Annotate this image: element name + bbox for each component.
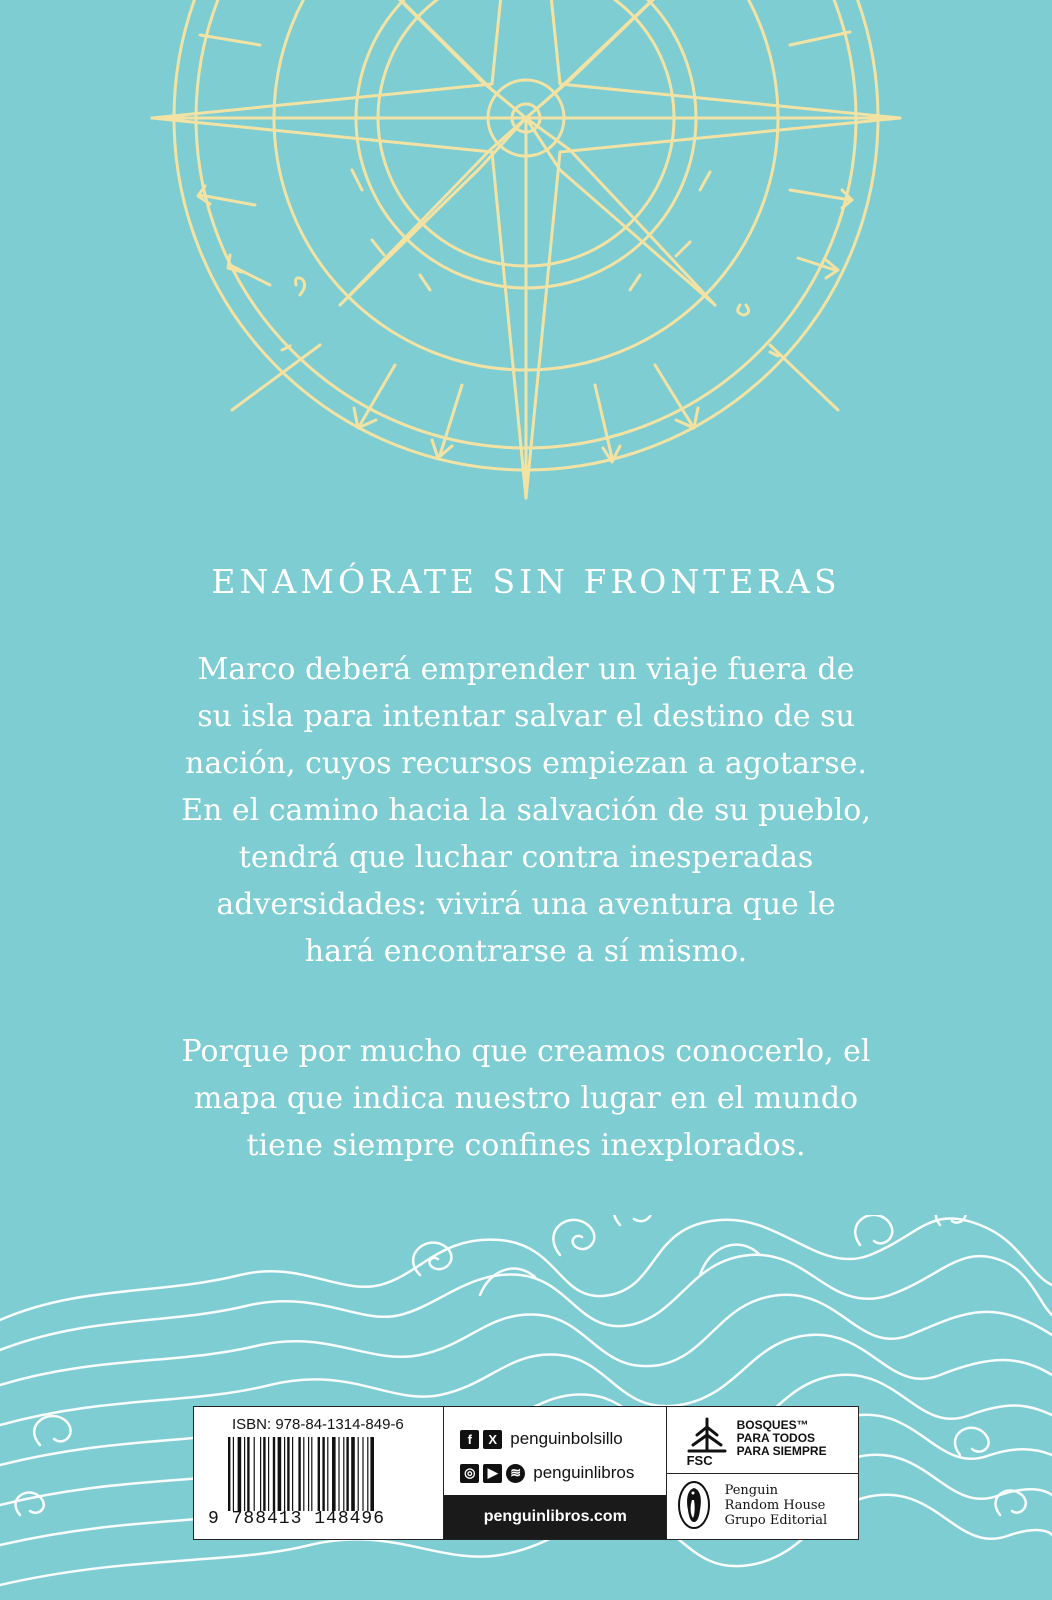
synopsis-line: adversidades: vivirá una aventura que le bbox=[216, 887, 836, 922]
logos-block bbox=[667, 1407, 858, 1539]
synopsis-line: Marco deberá emprender un viaje fuera de bbox=[197, 652, 855, 687]
publisher-line: Penguin bbox=[724, 1483, 779, 1498]
synopsis-line: nación, cuyos recursos empiezan a agotarse. bbox=[185, 746, 867, 781]
instagram-icon[interactable]: ◎ bbox=[460, 1464, 479, 1483]
fsc-line: BOSQUES™ bbox=[736, 1418, 809, 1432]
fsc-line: PARA SIEMPRE bbox=[736, 1444, 827, 1458]
synopsis-paragraph-1 bbox=[146, 646, 906, 975]
facebook-icon[interactable]: f bbox=[460, 1430, 479, 1449]
synopsis-line: Porque por mucho que creamos conocerlo, el bbox=[181, 1034, 871, 1069]
youtube-icon[interactable]: ▶ bbox=[483, 1464, 502, 1483]
fsc-tree-icon bbox=[685, 1413, 729, 1453]
social-handle-1[interactable]: penguinbolsillo bbox=[510, 1429, 623, 1448]
social-block bbox=[444, 1407, 666, 1539]
website-link[interactable]: penguinlibros.com bbox=[444, 1495, 666, 1539]
publisher-line: Random House bbox=[724, 1498, 826, 1513]
synopsis-line: su isla para intentar salvar el destino de su bbox=[197, 699, 855, 734]
barcode-block bbox=[194, 1407, 444, 1539]
tagline: ENAMÓRATE SIN FRONTERAS bbox=[211, 562, 841, 601]
social-row-1 bbox=[460, 1429, 622, 1449]
synopsis-paragraph-2 bbox=[146, 1028, 906, 1169]
fsc-slogan bbox=[737, 1419, 827, 1458]
compass-rose-illustration bbox=[0, 0, 1052, 520]
publisher-logo bbox=[667, 1474, 859, 1539]
spotify-icon[interactable]: ≋ bbox=[506, 1464, 525, 1483]
penguin-logo-icon bbox=[677, 1480, 711, 1530]
social-handle-2[interactable]: penguinlibros bbox=[533, 1463, 635, 1482]
isbn-label: ISBN: 978-84-1314-849-6 bbox=[232, 1416, 404, 1433]
synopsis-line: tiene siempre confines inexplorados. bbox=[246, 1128, 806, 1163]
fsc-line: PARA TODOS bbox=[736, 1431, 816, 1445]
synopsis-line: En el camino hacia la salvación de su pueblo, bbox=[181, 793, 871, 828]
synopsis-line: hará encontrarse a sí mismo. bbox=[304, 934, 748, 969]
synopsis-line: tendrá que luchar contra inesperadas bbox=[238, 840, 814, 875]
publisher-name bbox=[725, 1483, 828, 1528]
publisher-line: Grupo Editorial bbox=[724, 1513, 828, 1528]
x-icon[interactable]: X bbox=[483, 1430, 502, 1449]
fsc-logo bbox=[667, 1407, 859, 1474]
synopsis-line: mapa que indica nuestro lugar en el mundo bbox=[193, 1081, 859, 1116]
barcode-bars bbox=[228, 1437, 418, 1511]
fsc-label: FSC bbox=[686, 1453, 713, 1468]
social-row-2 bbox=[460, 1463, 634, 1483]
back-cover-info-panel bbox=[193, 1406, 859, 1540]
barcode-digits: 9 788413 148496 bbox=[208, 1509, 386, 1529]
